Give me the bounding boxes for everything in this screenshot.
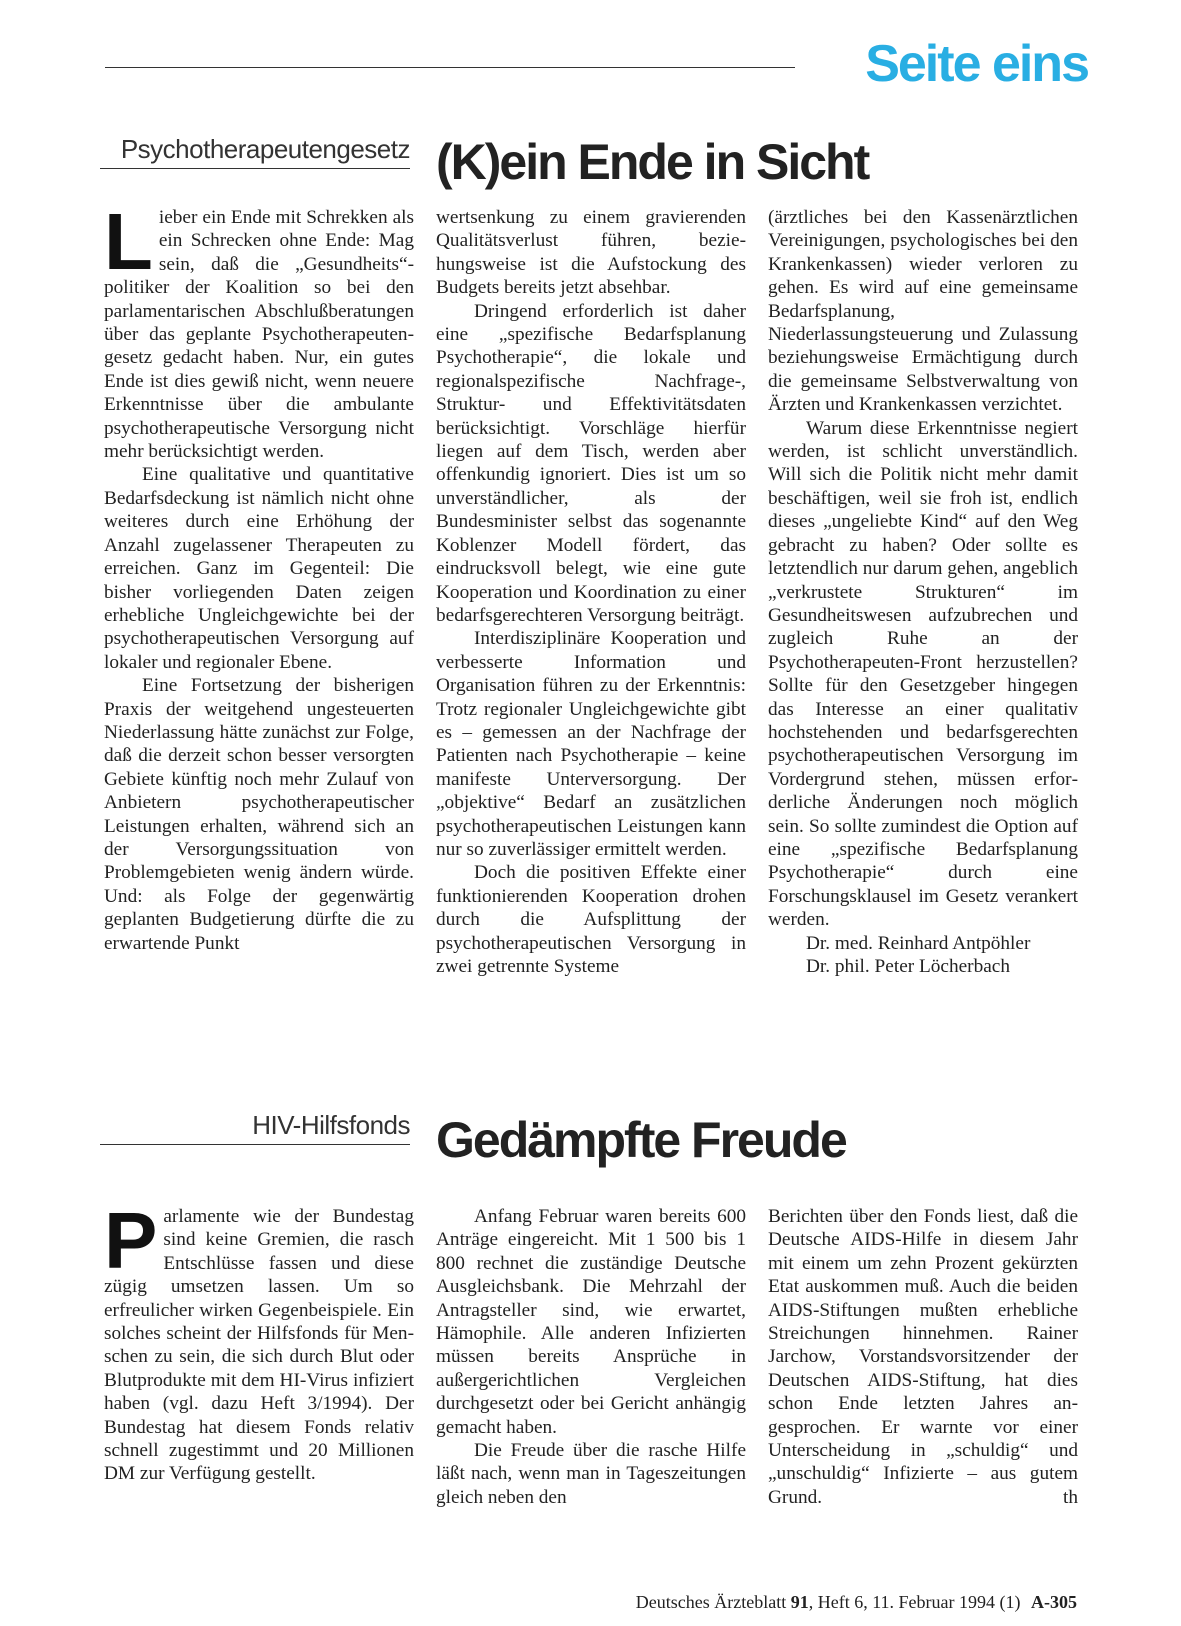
- footer-journal: Deutsches Ärzteblatt: [635, 1592, 787, 1612]
- article2-paragraph: arlamente wie der Bundestag sind keine Gremien, die rasch Entschlüsse fassen und diese zügig umsetzen lassen. Um so erfreulicher wirken Gegenbeispiele. Ein solches scheint der Hilfsfonds für Menschen zu sein, die sich durch Blut oder Blutprodukte mit dem HI-Virus infiziert haben (vgl. dazu Heft 3/1994). Der Bundestag hat diesem Fonds relativ schnell zugestimmt und 20 Millionen DM zur Verfügung gestellt.: [104, 1206, 414, 1485]
- article1-paragraph: wertsenkung zu einem gravierenden Qualitätsverlust führen, beziehungsweise ist die Aufstockung des Budgets bereits jetzt absehbar.: [436, 207, 746, 299]
- article2-paragraph: Anfang Februar waren bereits 600 Anträge eingereicht. Mit 1 500 bis 1 800 rechnet die zuständige Deutsche Ausgleichsbank. Die Mehrzahl der Antragsteller sind, wie erwartet, Hämophile. Alle anderen Infizierten müssen bereits Ansprüche in außergerichtlichen Vergleichen durchgesetzt oder bei Gericht anhängig gemacht haben.: [436, 1206, 746, 1438]
- article2-paragraph: Berichten über den Fonds liest, daß die Deutsche AIDS-Hilfe in diesem Jahr mit einem um zehn Prozent gekürzten Etat auskommen muß. Auch die beiden AIDS-Stiftungen mußten erhebliche Streichungen hinnehmen. Rainer Jarchow, Vorstandsvorsitzender der Deutschen AIDS-Stiftung, hat dies schon Ende letzten Jahres angesprochen. Er warnte vor einer Unterscheidung in „schuldig“ und „unschuldig“ Infizierte – aus gutem Grund. th: [768, 1206, 1078, 1508]
- article1-paragraph: Eine qualitative und quantitative Bedarfsdeckung ist nämlich nicht ohne weiteres durch eine Erhöhung der Anzahl zugelassener Therapeuten zu erreichen. Ganz im Gegenteil: Die bisher vorliegenden Daten zeigen erhebliche Ungleichgewichte bei der psychotherapeutischen Versorgung auf lokaler und regionaler Ebene.: [104, 464, 414, 673]
- article1-dropcap: L: [104, 197, 153, 286]
- article1-column-2: [436, 206, 746, 978]
- footer-volume: 91: [790, 1592, 809, 1612]
- footer-issue: , Heft 6, 11. Februar 1994 (1): [808, 1592, 1021, 1612]
- article1-author: Dr. med. Reinhard Antpöhler: [806, 932, 1031, 954]
- article1-paragraph: ieber ein Ende mit Schrekken als ein Schrecken ohne Ende: Mag sein, daß die „Gesundheits“-politiker der Koalition so bei den parlamentarischen Abschlußberatungen über das geplante Psychotherapeutengesetz gedacht haben. Nur, ein gutes Ende ist dies gewiß nicht, wenn neuere Erkenntnisse über die ambulante psychotherapeutische Versorgung nicht mehr berücksichtigt werden.: [104, 207, 414, 463]
- article2-kicker: HIV-Hilfsfonds: [100, 1110, 410, 1145]
- article1-column-3: [768, 206, 1078, 978]
- article1-paragraph: (ärztliches bei den Kassenärztlichen Vereinigungen, psychologisches bei den Krankenkassen) wieder verloren zu gehen. Es wird auf eine gemeinsame Bedarfsplanung, Niederlassungsteuerung und Zulassung beziehungsweise Ermächtigung durch die gemeinsame Selbstverwaltung von Ärzten und Krankenkassen verzichtet.: [768, 207, 1078, 416]
- article2-column-1: [104, 1196, 414, 1486]
- article1-column-1: [104, 197, 414, 955]
- section-label: Seite eins: [865, 35, 1088, 93]
- article2-column-3: [768, 1205, 1078, 1509]
- page-footer: [636, 1592, 1077, 1613]
- article2-paragraph: Die Freude über die rasche Hilfe läßt nach, wenn man in Tageszeitungen gleich neben den: [436, 1440, 746, 1508]
- article1-title: (K)ein Ende in Sicht: [436, 134, 869, 190]
- article1-paragraph: Interdisziplinäre Kooperation und verbesserte Information und Organisation führen zu der Erkenntnis: Trotz regionaler Ungleichgewichte gibt es – gemessen an der Nachfrage der Patienten nach Psychotherapie – keine manifeste Unterversorgung. Der „objektive“ Bedarf an zusätzlichen psychotherapeutischen Leistungen kann nur so zuverlässiger ermittelt werden.: [436, 628, 746, 860]
- article1-paragraph: Warum diese Erkenntnisse negiert werden, ist schlicht unverständlich. Will sich die Politik nicht mehr damit beschäftigen, weil sie froh ist, endlich dieses „ungeliebte Kind“ auf den Weg gebracht zu haben? Oder sollte es letztendlich nur darum gehen, angeblich „verkrustete Strukturen“ im Gesundheitswesen aufzubrechen und zugleich Ruhe an der Psychotherapeuten-Front herzustellen? Sollte für den Gesetzgeber hingegen das Interesse an einer qualitativ hochstehenden und bedarfsgerechten psychotherapeutischen Versorgung im Vordergrund stehen, müssen erforderliche Änderungen noch möglich sein. So sollte zumindest die Option auf eine „spezifische Bedarfsplanung Psychotherapie“ durch eine Forschungsklausel im Gesetz verankert werden.: [768, 417, 1078, 931]
- article1-author: Dr. phil. Peter Löcherbach: [806, 956, 1010, 977]
- article1-paragraph: Eine Fortsetzung der bisherigen Praxis der weitgehend ungesteuerten Niederlassung hätte zunächst zur Folge, daß die derzeit schon besser versorgten Gebiete künftig noch mehr Zulauf von Anbietern psychotherapeutischer Leistungen erhalten, während sich an der Versorgungssituation von Problemgebieten wenig ändern würde. Und: als Folge der gegenwärtig geplanten Budgetierung dürfte die zu erwartende Punkt: [104, 675, 414, 954]
- article2-title: Gedämpfte Freude: [436, 1112, 846, 1168]
- article2-initials: th: [1063, 1486, 1078, 1508]
- article2-column-2: [436, 1205, 746, 1509]
- article1-paragraph: Dringend erforderlich ist daher eine „spezifische Bedarfsplanung Psychotherapie“, die lokale und regionalspezifische Nachfrage-, Struktur- und Effektivitätsdaten berücksichtigt. Vorschläge hierfür liegen auf dem Tisch, werden aber offenkundig ignoriert. Dies ist um so unverständlicher, als der Bundesminister selbst das sogenannte Koblenzer Modell fördert, das eindrucksvoll belegt, wie eine gute Kooperation und Koordination zu einer bedarfsgerechteren Versorgung beiträgt.: [436, 300, 746, 626]
- article1-kicker: Psychotherapeutengesetz: [100, 134, 410, 169]
- article2-dropcap: P: [104, 1196, 158, 1285]
- article1-paragraph: Doch die positiven Effekte einer funktionierenden Kooperation drohen durch die Aufsplittung der psychotherapeutischen Versorgung in zwei getrennte Systeme: [436, 862, 746, 977]
- footer-page-number: A-305: [1031, 1592, 1077, 1612]
- header-rule: [105, 67, 795, 68]
